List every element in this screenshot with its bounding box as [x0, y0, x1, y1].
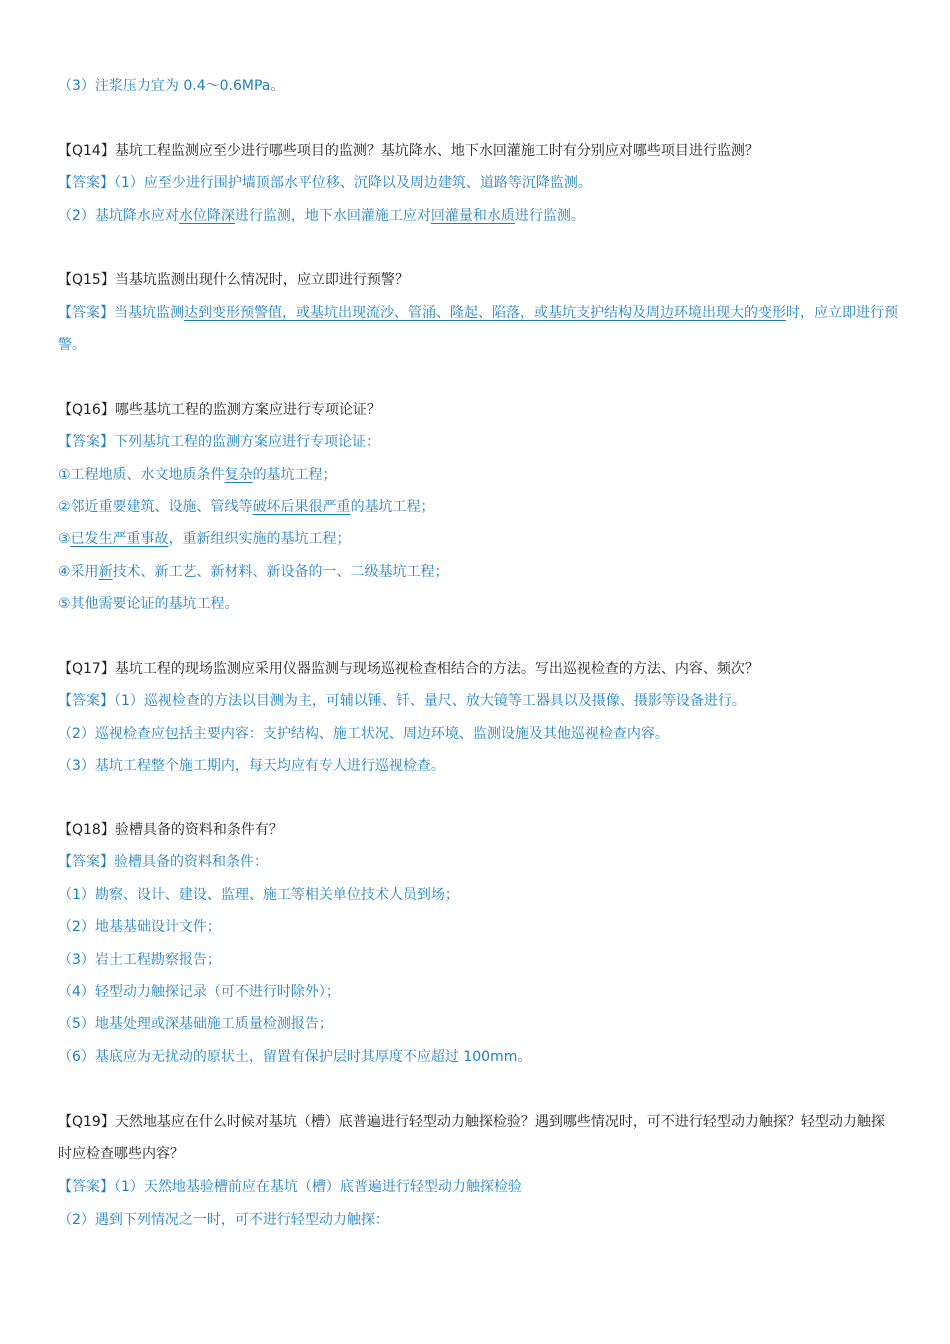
question-q19: 【Q19】天然地基应在什么时候对基坑（槽）底普遍进行轻型动力触探检验？遇到哪些情况时，可不进行轻型动力触探？轻型动力触探时应检查哪些内容？ [58, 1114, 885, 1162]
answer-q16-item-1: ①工程地质、水文地质条件复杂的基坑工程； [58, 467, 337, 483]
answer-q18-item-4: （4）轻型动力触探记录（可不进行时除外）； [58, 984, 340, 1000]
underlined-text: 回灌量和水质 [430, 208, 515, 224]
answer-q19-1: 【答案】（1）天然地基验槽前应在基坑（槽）底普遍进行轻型动力触探检验 [58, 1179, 522, 1195]
answer-q16-item-5: ⑤其他需要论证的基坑工程。 [58, 596, 239, 612]
question-q17: 【Q17】基坑工程的现场监测应采用仪器监测与现场巡视检查相结合的方法。写出巡视检查的方法、内容、频次？ [58, 661, 759, 677]
answer-q14-2: （2）基坑降水应对水位降深进行监测，地下水回灌施工应对回灌量和水质进行监测。 [58, 208, 585, 224]
underlined-text: 复杂 [224, 467, 253, 483]
answer-q18-item-5: （5）地基处理或深基础施工质量检测报告； [58, 1016, 333, 1032]
answer-q17-2: （2）巡视检查应包括主要内容：支护结构、施工状况、周边环境、监测设施及其他巡视检查内容。 [58, 726, 669, 742]
answer-q14-1: 【答案】（1）应至少进行围护墙顶部水平位移、沉降以及周边建筑、道路等沉降监测。 [58, 175, 592, 191]
answer-q16-head: 【答案】下列基坑工程的监测方案应进行专项论证： [58, 434, 380, 450]
question-q16: 【Q16】哪些基坑工程的监测方案应进行专项论证？ [58, 402, 381, 418]
answer-q16-item-3: ③已发生严重事故，重新组织实施的基坑工程； [58, 531, 351, 547]
answer-q15: 【答案】当基坑监测达到变形预警值，或基坑出现流沙、管涌、隆起、陷落，或基坑支护结构及周边环境出现大的变形时，应立即进行预警。 [58, 305, 898, 353]
answer-q18-head: 【答案】验槽具备的资料和条件： [58, 854, 268, 870]
underlined-text: 破坏后果很严重 [252, 499, 351, 515]
answer-q16-item-2: ②邻近重要建筑、设施、管线等破坏后果很严重的基坑工程； [58, 499, 435, 515]
underlined-text: 达到变形预警值，或基坑出现流沙、管涌、隆起、陷落，或基坑支护结构及周边环境出现大的变形 [184, 305, 786, 321]
question-q14: 【Q14】基坑工程监测应至少进行哪些项目的监测？基坑降水、地下水回灌施工时有分别应对哪些项目进行监测？ [58, 143, 759, 159]
answer-line: （3）注浆压力宜为 0.4～0.6MPa。 [58, 78, 285, 94]
underlined-text: 新 [98, 564, 113, 580]
answer-q17-3: （3）基坑工程整个施工期内，每天均应有专人进行巡视检查。 [58, 758, 445, 774]
question-q18: 【Q18】验槽具备的资料和条件有？ [58, 822, 283, 838]
answer-q18-item-6: （6）基底应为无扰动的原状土，留置有保护层时其厚度不应超过 100mm。 [58, 1049, 532, 1065]
answer-q18-item-1: （1）勘察、设计、建设、监理、施工等相关单位技术人员到场； [58, 887, 459, 903]
answer-q16-item-4: ④采用新技术、新工艺、新材料、新设备的一、二级基坑工程； [58, 564, 449, 580]
underlined-text: 水位降深 [178, 208, 235, 224]
answer-q18-item-2: （2）地基基础设计文件； [58, 919, 221, 935]
answer-q19-2: （2）遇到下列情况之一时，可不进行轻型动力触探： [58, 1212, 389, 1228]
answer-q18-item-3: （3）岩土工程勘察报告； [58, 952, 221, 968]
underlined-text: 已发生严重事故 [70, 531, 169, 547]
question-q15: 【Q15】当基坑监测出现什么情况时，应立即进行预警？ [58, 272, 409, 288]
answer-q17-1: 【答案】（1）巡视检查的方法以目测为主，可辅以锤、钎、量尺、放大镜等工器具以及摄像、摄影等设备进行。 [58, 693, 746, 709]
